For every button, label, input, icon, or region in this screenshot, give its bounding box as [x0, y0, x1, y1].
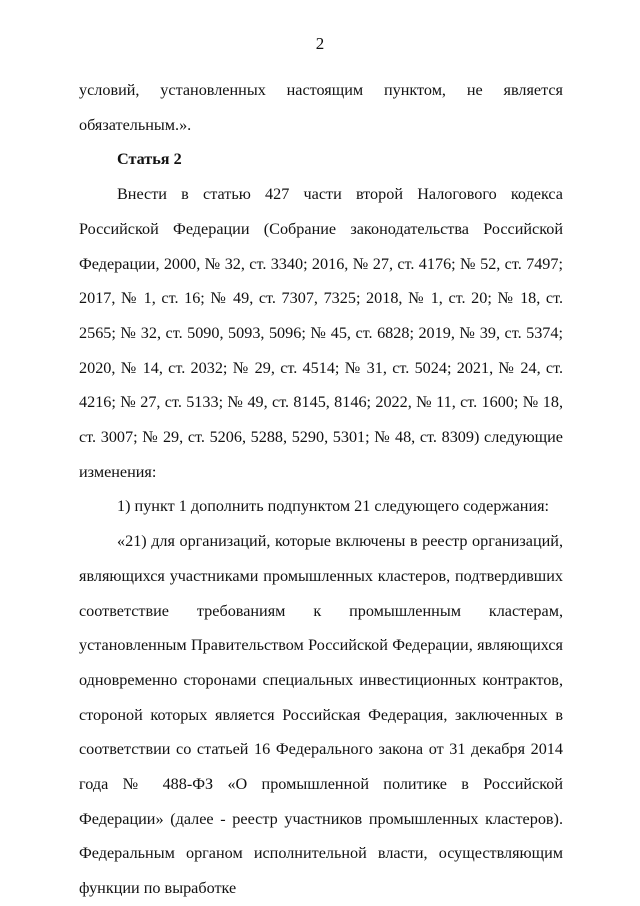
subitem-21-paragraph: «21) для организаций, которые включены в реестр организаций, являющихся участниками промышленных кластеров, подтвердивших соответствие требованиям к промышленным кластерам, установленным Правительством Российской Федерации, являющихся одновременно сторонами специальных инвестиционных контрактов, стороной которых является Российская Федерация, заключенных в соответствии со статьей 16 Федерального закона от 31 декабря 2014 года № 488-ФЗ «О промышленной политике в Российской Федерации» (далее - реестр участников промышленных кластеров). Федеральным органом исполнительной власти, осуществляющим функции по выработке — [79, 532, 563, 898]
page-number: 2 — [315, 34, 325, 53]
intro-paragraph: Внести в статью 427 части второй Налогового кодекса Российской Федерации (Собрание законодательства Российской Федерации, 2000, № 32, ст. 3340; 2016, № 27, ст. 4176; № 52, ст. 7497; 2017, № 1, ст. 16; № 49, ст. 7307, 7325; 2018, № 1, ст. 20; № 18, ст. 2565; № 32, ст. 5090, 5093, 5096; № 45, ст. 6828; 2019, № 39, ст. 5374; 2020, № 14, ст. 2032; № 29, ст. 4514; № 31, ст. 5024; 2021, № 24, ст. 4216; № 27, ст. 5133; № 49, ст. 8145, 8146; 2022, № 11, ст. 1600; № 18, ст. 3007; № 29, ст. 5206, 5288, 5290, 5301; № 48, ст. 8309) следующие изменения: — [79, 185, 563, 481]
item-1-paragraph: 1) пункт 1 дополнить подпунктом 21 следующего содержания: — [117, 497, 550, 516]
article-heading: Статья 2 — [117, 150, 182, 169]
document-body — [79, 73, 563, 906]
continuation-paragraph: условий, установленных настоящим пунктом, не является обязательным.». — [79, 81, 563, 134]
